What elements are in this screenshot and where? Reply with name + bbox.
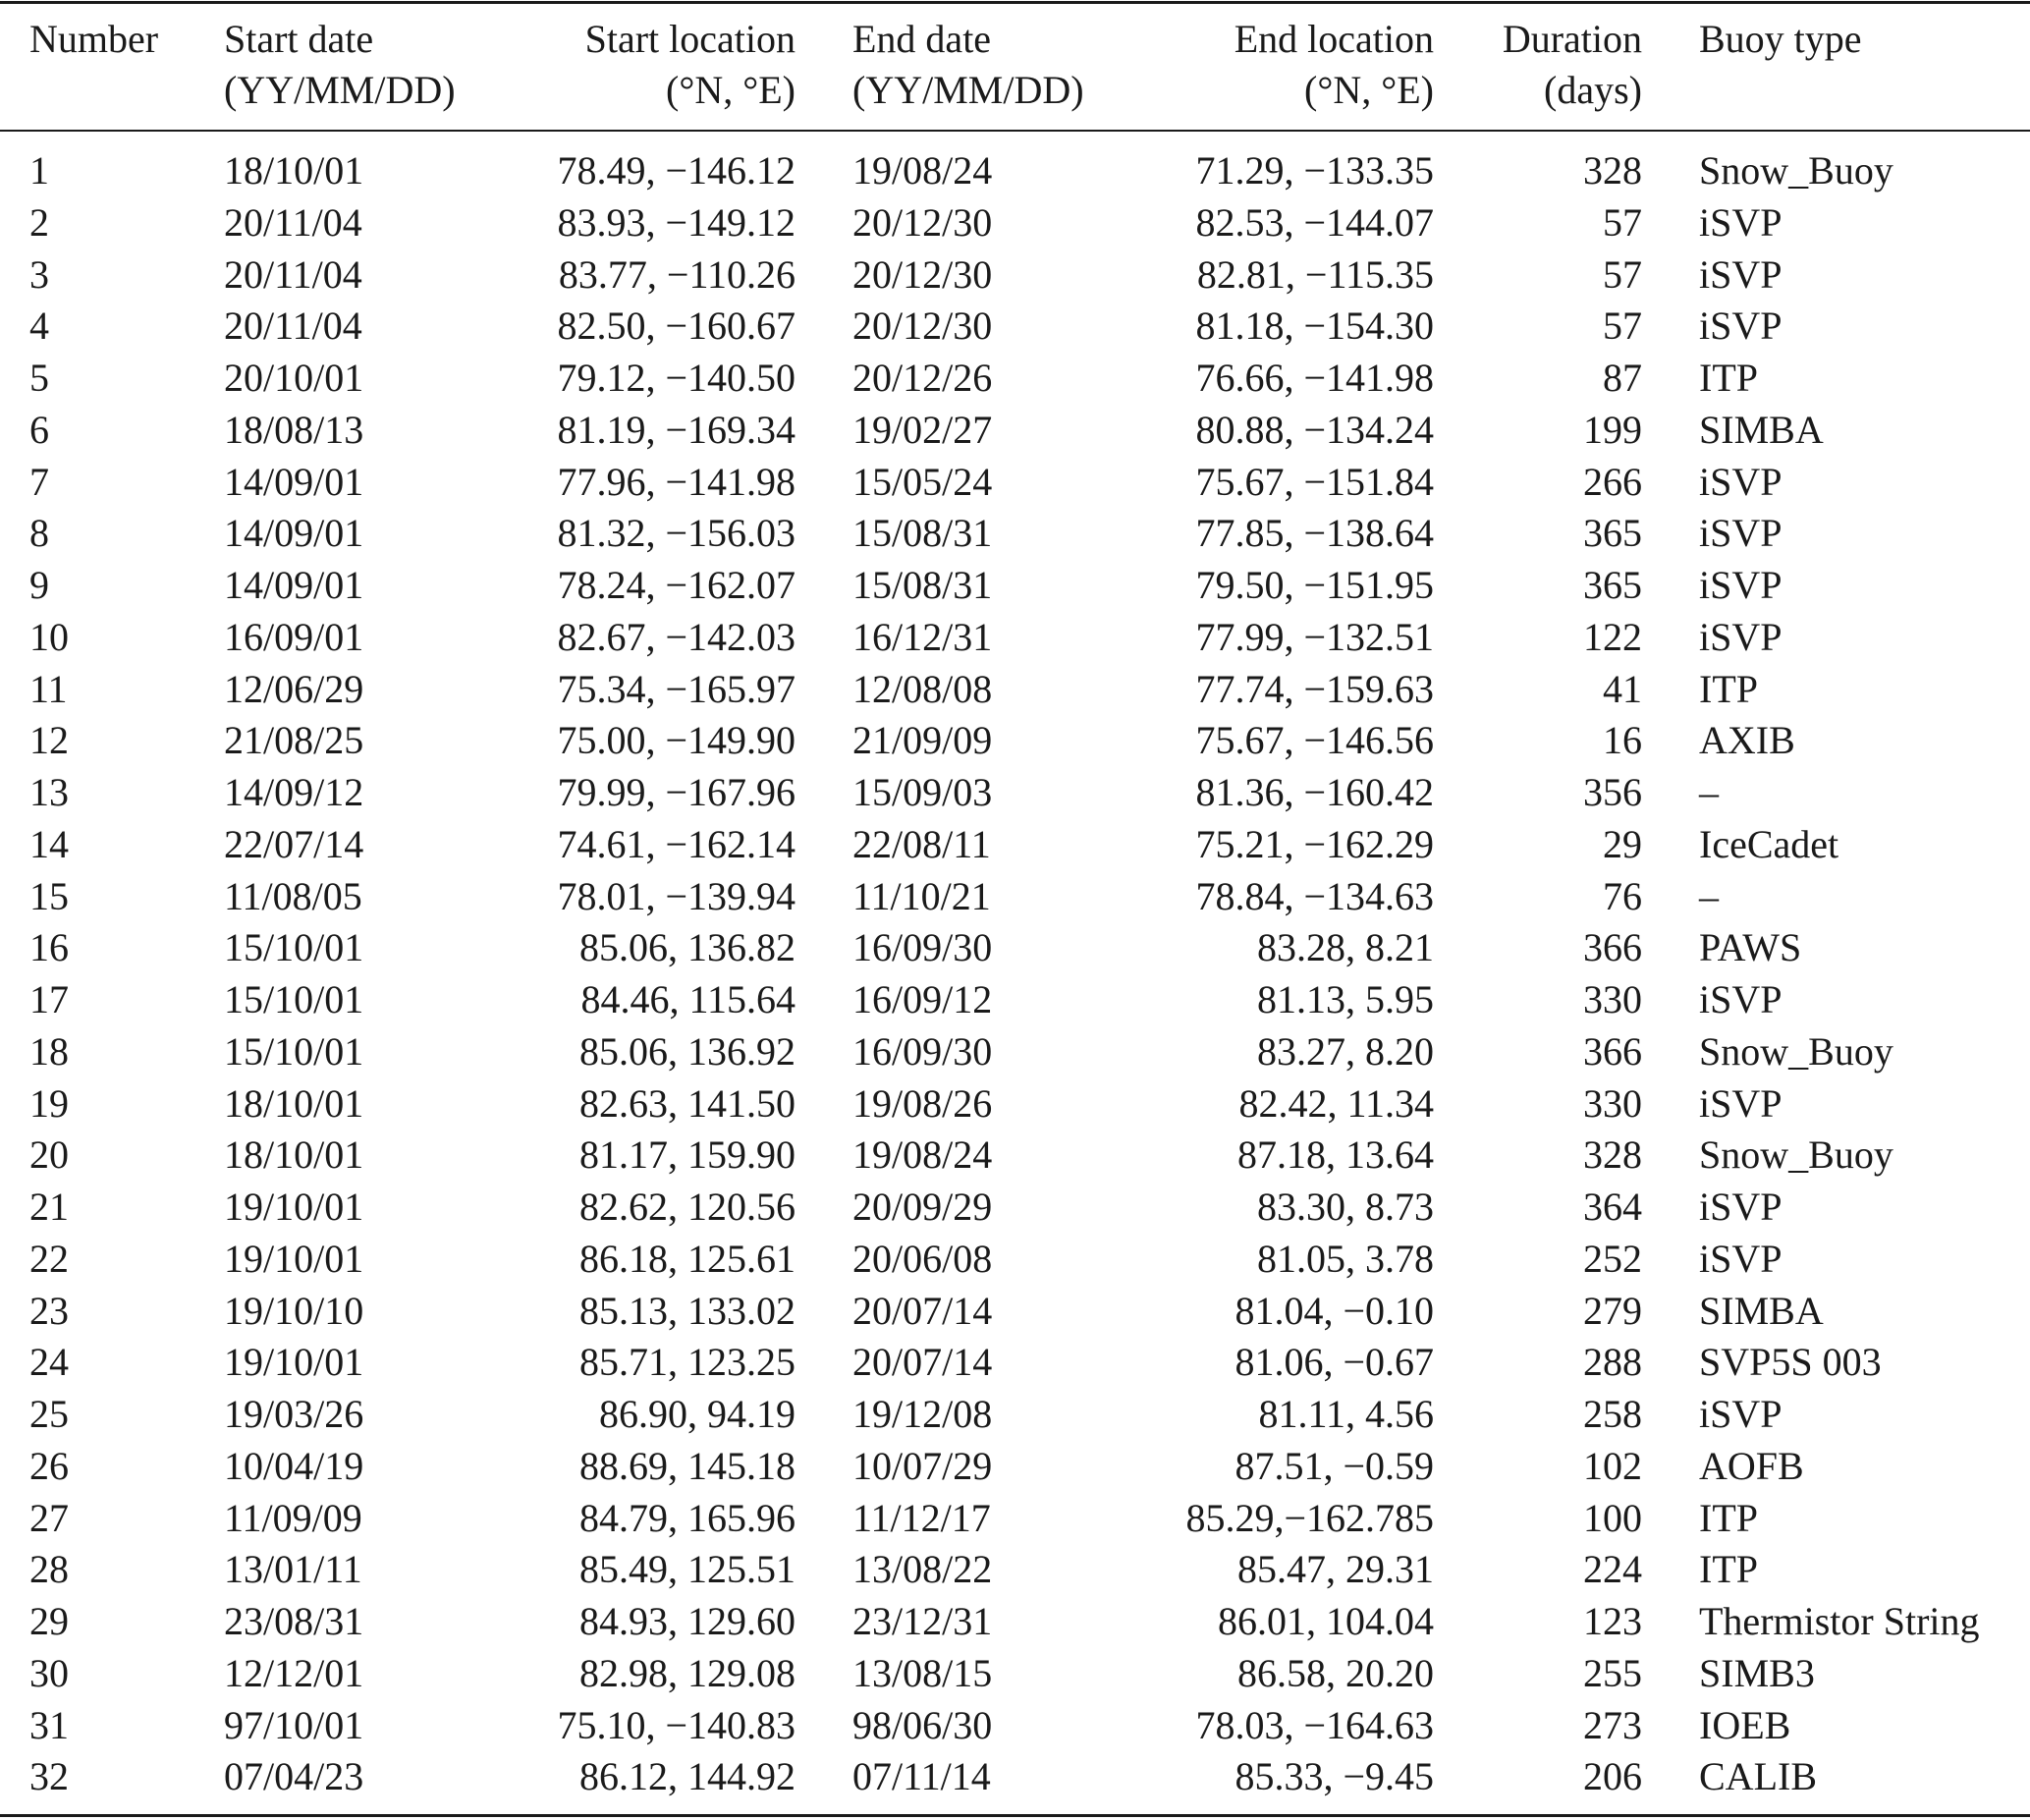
cell-start-location: 84.46, 115.64: [580, 977, 796, 1021]
cell-start-location: 79.99, −167.96: [557, 770, 796, 814]
cell-end-location: 87.18, 13.64: [1237, 1132, 1434, 1178]
cell-buoy-type: SIMBA: [1699, 1288, 1824, 1333]
cell-start-date: 14/09/01: [224, 511, 364, 556]
cell-buoy-type: PAWS: [1699, 925, 1802, 970]
cell-number: 18: [29, 1028, 69, 1074]
header-start-date-line1: Start date: [224, 17, 374, 61]
cell-end-date: 19/08/26: [852, 1080, 993, 1126]
header-end-date: [852, 14, 1084, 116]
cell-start-location: 85.06, 136.92: [579, 1028, 796, 1074]
cell-end-date: 16/09/30: [852, 925, 993, 970]
cell-duration: 199: [1583, 407, 1642, 452]
cell-buoy-type: ITP: [1699, 666, 1758, 711]
cell-end-date: 16/09/12: [852, 977, 993, 1021]
header-start-date: [224, 14, 456, 116]
cell-duration: 366: [1583, 925, 1642, 970]
cell-start-date: 18/10/01: [224, 148, 364, 193]
cell-start-date: 20/11/04: [224, 251, 362, 297]
cell-buoy-type: Snow_Buoy: [1699, 1028, 1893, 1074]
table-row: [0, 560, 2030, 612]
table-row: [0, 301, 2030, 353]
cell-duration: 365: [1583, 511, 1642, 556]
cell-end-location: 86.01, 104.04: [1218, 1599, 1434, 1643]
header-end-date-line1: End date: [852, 17, 992, 61]
cell-start-location: 79.12, −140.50: [557, 356, 796, 400]
table-row: [0, 1389, 2030, 1441]
cell-start-location: 75.34, −165.97: [557, 666, 796, 711]
header-buoy-type-line1: Buoy type: [1699, 17, 1862, 61]
cell-buoy-type: Snow_Buoy: [1699, 148, 1893, 193]
cell-duration: 266: [1583, 459, 1642, 504]
cell-start-date: 10/04/19: [224, 1443, 364, 1488]
cell-end-location: 79.50, −151.95: [1195, 563, 1434, 607]
cell-start-date: 14/09/01: [224, 563, 364, 607]
cell-end-location: 77.99, −132.51: [1195, 614, 1434, 659]
cell-buoy-type: iSVP: [1699, 563, 1783, 607]
cell-start-date: 19/10/01: [224, 1236, 364, 1281]
cell-number: 17: [29, 977, 69, 1021]
cell-end-date: 13/08/15: [852, 1650, 993, 1695]
table-row: [0, 197, 2030, 249]
cell-end-location: 81.36, −160.42: [1195, 770, 1434, 814]
cell-number: 24: [29, 1340, 69, 1385]
cell-start-date: 13/01/11: [224, 1547, 362, 1592]
cell-number: 11: [29, 666, 68, 711]
cell-duration: 328: [1583, 1132, 1642, 1178]
header-start-location: [585, 14, 796, 116]
table-row: [0, 405, 2030, 457]
cell-end-date: 20/12/30: [852, 251, 993, 297]
cell-end-date: 15/08/31: [852, 563, 993, 607]
cell-buoy-type: ITP: [1699, 1547, 1758, 1592]
cell-duration: 366: [1583, 1028, 1642, 1074]
cell-buoy-type: SIMB3: [1699, 1650, 1815, 1695]
cell-end-location: 75.67, −151.84: [1195, 459, 1434, 504]
table-row: [0, 664, 2030, 716]
cell-end-date: 19/12/08: [852, 1392, 993, 1436]
cell-end-location: 77.85, −138.64: [1195, 511, 1434, 556]
cell-end-date: 11/10/21: [852, 873, 991, 918]
cell-end-date: 15/09/03: [852, 770, 993, 814]
cell-duration: 328: [1583, 148, 1642, 193]
cell-duration: 252: [1583, 1236, 1642, 1281]
cell-buoy-type: AOFB: [1699, 1443, 1804, 1488]
cell-end-date: 16/12/31: [852, 614, 993, 659]
table-bottom-rule: [0, 1814, 2030, 1817]
cell-end-location: 81.11, 4.56: [1258, 1392, 1434, 1436]
cell-end-location: 80.88, −134.24: [1195, 407, 1434, 452]
cell-number: 26: [29, 1443, 69, 1488]
cell-number: 16: [29, 925, 69, 970]
cell-end-date: 21/09/09: [852, 718, 993, 763]
cell-number: 29: [29, 1599, 69, 1643]
table-row: [0, 612, 2030, 664]
cell-start-date: 19/10/01: [224, 1185, 364, 1229]
cell-duration: 273: [1583, 1702, 1642, 1747]
cell-number: 31: [29, 1702, 69, 1747]
cell-start-location: 82.50, −160.67: [557, 303, 796, 349]
cell-start-date: 14/09/12: [224, 770, 364, 814]
cell-start-date: 20/11/04: [224, 303, 362, 349]
cell-start-location: 86.18, 125.61: [579, 1236, 796, 1281]
cell-end-location: 75.21, −162.29: [1195, 821, 1434, 866]
table-row: [0, 1182, 2030, 1234]
cell-duration: 279: [1583, 1288, 1642, 1333]
cell-duration: 87: [1603, 356, 1642, 400]
table-row: [0, 1648, 2030, 1700]
table-row: [0, 353, 2030, 405]
table-row: [0, 922, 2030, 974]
cell-start-location: 84.93, 129.60: [579, 1599, 796, 1643]
cell-end-location: 77.74, −159.63: [1195, 666, 1434, 711]
cell-duration: 16: [1603, 718, 1642, 763]
cell-end-date: 19/08/24: [852, 148, 993, 193]
cell-end-date: 13/08/22: [852, 1547, 993, 1592]
cell-buoy-type: Snow_Buoy: [1699, 1132, 1893, 1178]
cell-buoy-type: iSVP: [1699, 1080, 1783, 1126]
header-start-date-line2: (YY/MM/DD): [224, 68, 456, 112]
cell-start-date: 07/04/23: [224, 1754, 364, 1799]
cell-end-location: 76.66, −141.98: [1195, 356, 1434, 400]
cell-start-date: 20/10/01: [224, 356, 364, 400]
cell-start-location: 78.01, −139.94: [557, 873, 796, 918]
table-row: [0, 1441, 2030, 1493]
cell-start-location: 83.77, −110.26: [558, 251, 796, 297]
cell-end-location: 75.67, −146.56: [1195, 718, 1434, 763]
cell-start-location: 81.17, 159.90: [579, 1132, 796, 1178]
cell-end-date: 20/07/14: [852, 1340, 993, 1385]
cell-buoy-type: –: [1699, 873, 1719, 918]
table-row: [0, 1130, 2030, 1182]
cell-buoy-type: iSVP: [1699, 1185, 1783, 1229]
cell-duration: 330: [1583, 1080, 1642, 1126]
cell-number: 21: [29, 1185, 69, 1229]
cell-start-location: 85.13, 133.02: [579, 1288, 796, 1333]
table-row: [0, 1700, 2030, 1752]
cell-duration: 364: [1583, 1185, 1642, 1229]
cell-start-location: 81.32, −156.03: [557, 511, 796, 556]
cell-end-date: 16/09/30: [852, 1028, 993, 1074]
cell-end-location: 82.81, −115.35: [1196, 251, 1434, 297]
cell-end-date: 12/08/08: [852, 666, 993, 711]
cell-end-location: 83.27, 8.20: [1257, 1028, 1434, 1074]
cell-start-location: 82.62, 120.56: [579, 1185, 796, 1229]
cell-start-location: 85.49, 125.51: [579, 1547, 796, 1592]
cell-buoy-type: iSVP: [1699, 459, 1783, 504]
cell-start-date: 15/10/01: [224, 977, 364, 1021]
cell-duration: 288: [1583, 1340, 1642, 1385]
cell-number: 28: [29, 1547, 69, 1592]
cell-number: 13: [29, 770, 69, 814]
cell-number: 4: [29, 303, 49, 349]
cell-end-date: 20/07/14: [852, 1288, 993, 1333]
table-row: [0, 1234, 2030, 1286]
cell-start-location: 75.10, −140.83: [557, 1702, 796, 1747]
cell-start-location: 77.96, −141.98: [557, 459, 796, 504]
cell-buoy-type: iSVP: [1699, 511, 1783, 556]
cell-start-date: 19/10/10: [224, 1288, 364, 1333]
cell-start-date: 23/08/31: [224, 1599, 364, 1643]
header-duration-line1: Duration: [1502, 17, 1642, 61]
cell-buoy-type: SVP5S 003: [1699, 1340, 1882, 1385]
cell-number: 15: [29, 873, 69, 918]
cell-end-date: 15/08/31: [852, 511, 993, 556]
cell-start-location: 85.06, 136.82: [579, 925, 796, 970]
cell-number: 20: [29, 1132, 69, 1178]
table-row: [0, 249, 2030, 302]
cell-number: 3: [29, 251, 49, 297]
cell-start-date: 14/09/01: [224, 459, 364, 504]
header-end-location: [1234, 14, 1434, 116]
cell-duration: 102: [1583, 1443, 1642, 1488]
cell-start-location: 82.63, 141.50: [579, 1080, 796, 1126]
cell-start-date: 12/06/29: [224, 666, 364, 711]
cell-end-location: 78.84, −134.63: [1195, 873, 1434, 918]
cell-buoy-type: iSVP: [1699, 977, 1783, 1021]
cell-start-date: 15/10/01: [224, 925, 364, 970]
cell-end-date: 20/09/29: [852, 1185, 993, 1229]
cell-start-location: 81.19, −169.34: [557, 407, 796, 452]
table-row: [0, 508, 2030, 560]
cell-duration: 57: [1603, 199, 1642, 245]
cell-start-date: 11/08/05: [224, 873, 362, 918]
cell-buoy-type: IceCadet: [1699, 821, 1839, 866]
table-row: [0, 1078, 2030, 1131]
cell-duration: 122: [1583, 614, 1642, 659]
cell-end-location: 81.13, 5.95: [1257, 977, 1434, 1021]
cell-number: 1: [29, 148, 49, 193]
cell-end-date: 15/05/24: [852, 459, 993, 504]
cell-start-location: 86.12, 144.92: [579, 1754, 796, 1799]
cell-number: 10: [29, 614, 69, 659]
cell-start-date: 97/10/01: [224, 1702, 364, 1747]
cell-buoy-type: –: [1699, 770, 1719, 814]
cell-number: 7: [29, 459, 49, 504]
cell-start-date: 20/11/04: [224, 199, 362, 245]
cell-number: 22: [29, 1236, 69, 1281]
cell-number: 27: [29, 1495, 69, 1540]
header-end-location-line1: End location: [1234, 17, 1434, 61]
cell-buoy-type: iSVP: [1699, 1236, 1783, 1281]
cell-duration: 100: [1583, 1495, 1642, 1540]
cell-start-date: 16/09/01: [224, 614, 364, 659]
cell-buoy-type: iSVP: [1699, 303, 1783, 349]
table-row: [0, 1596, 2030, 1648]
cell-end-date: 20/12/30: [852, 303, 993, 349]
cell-duration: 41: [1603, 666, 1642, 711]
cell-buoy-type: ITP: [1699, 356, 1758, 400]
table-row: [0, 1493, 2030, 1545]
cell-number: 23: [29, 1288, 69, 1333]
cell-end-date: 20/06/08: [852, 1236, 993, 1281]
cell-start-date: 19/10/01: [224, 1340, 364, 1385]
cell-start-date: 15/10/01: [224, 1028, 364, 1074]
cell-buoy-type: IOEB: [1699, 1702, 1791, 1747]
cell-start-date: 11/09/09: [224, 1495, 362, 1540]
header-start-location-line1: Start location: [584, 17, 796, 61]
cell-duration: 57: [1603, 303, 1642, 349]
cell-number: 2: [29, 199, 49, 245]
cell-start-date: 21/08/25: [224, 718, 364, 763]
table-top-rule: [0, 1, 2030, 4]
table-row: [0, 974, 2030, 1026]
cell-start-date: 12/12/01: [224, 1650, 364, 1695]
table-row: [0, 871, 2030, 923]
cell-end-location: 86.58, 20.20: [1237, 1650, 1434, 1695]
cell-end-location: 81.04, −0.10: [1234, 1288, 1434, 1333]
cell-end-location: 83.28, 8.21: [1257, 925, 1434, 970]
cell-buoy-type: CALIB: [1699, 1754, 1817, 1799]
cell-start-location: 78.24, −162.07: [557, 563, 796, 607]
header-duration-line2: (days): [1544, 68, 1642, 112]
header-end-date-line2: (YY/MM/DD): [852, 68, 1084, 112]
cell-start-date: 18/10/01: [224, 1132, 364, 1178]
cell-end-location: 81.18, −154.30: [1195, 303, 1434, 349]
cell-number: 6: [29, 407, 49, 452]
header-buoy-type: [1699, 14, 1862, 65]
cell-end-date: 22/08/11: [852, 821, 991, 866]
cell-end-date: 10/07/29: [852, 1443, 993, 1488]
table-row: [0, 1751, 2030, 1803]
cell-duration: 255: [1583, 1650, 1642, 1695]
cell-start-date: 22/07/14: [224, 821, 364, 866]
cell-buoy-type: AXIB: [1699, 718, 1795, 763]
cell-start-location: 82.67, −142.03: [557, 614, 796, 659]
cell-end-date: 19/02/27: [852, 407, 993, 452]
table-row: [0, 1026, 2030, 1078]
table-row: [0, 1337, 2030, 1389]
cell-start-location: 85.71, 123.25: [579, 1340, 796, 1385]
cell-end-location: 81.06, −0.67: [1234, 1340, 1434, 1385]
cell-end-date: 20/12/30: [852, 199, 993, 245]
cell-start-location: 74.61, −162.14: [557, 821, 796, 866]
cell-start-location: 83.93, −149.12: [557, 199, 796, 245]
cell-duration: 330: [1583, 977, 1642, 1021]
cell-duration: 356: [1583, 770, 1642, 814]
table-row: [0, 715, 2030, 767]
cell-buoy-type: Thermistor String: [1699, 1599, 1980, 1643]
cell-end-date: 07/11/14: [852, 1754, 991, 1799]
table-row: [0, 1544, 2030, 1596]
cell-duration: 123: [1583, 1599, 1642, 1643]
cell-start-location: 84.79, 165.96: [579, 1495, 796, 1540]
cell-end-location: 82.53, −144.07: [1195, 199, 1434, 245]
cell-end-location: 85.33, −9.45: [1234, 1754, 1434, 1799]
table-row: [0, 457, 2030, 509]
cell-duration: 365: [1583, 563, 1642, 607]
cell-start-date: 18/08/13: [224, 407, 364, 452]
cell-buoy-type: iSVP: [1699, 199, 1783, 245]
cell-end-location: 81.05, 3.78: [1257, 1236, 1434, 1281]
cell-duration: 76: [1603, 873, 1642, 918]
table-row: [0, 819, 2030, 871]
cell-start-date: 19/03/26: [224, 1392, 364, 1436]
cell-number: 32: [29, 1754, 69, 1799]
cell-buoy-type: iSVP: [1699, 251, 1783, 297]
cell-end-location: 87.51, −0.59: [1234, 1443, 1434, 1488]
cell-end-date: 23/12/31: [852, 1599, 993, 1643]
cell-number: 5: [29, 356, 49, 400]
cell-duration: 57: [1603, 251, 1642, 297]
table-row: [0, 1286, 2030, 1338]
cell-start-location: 88.69, 145.18: [579, 1443, 796, 1488]
cell-end-location: 85.47, 29.31: [1237, 1547, 1434, 1592]
cell-buoy-type: SIMBA: [1699, 407, 1824, 452]
cell-duration: 29: [1603, 821, 1642, 866]
cell-start-date: 18/10/01: [224, 1080, 364, 1126]
cell-number: 19: [29, 1080, 69, 1126]
cell-end-location: 85.29,−162.785: [1185, 1495, 1434, 1540]
cell-buoy-type: iSVP: [1699, 1392, 1783, 1436]
cell-buoy-type: iSVP: [1699, 614, 1783, 659]
cell-duration: 206: [1583, 1754, 1642, 1799]
cell-number: 8: [29, 511, 49, 556]
cell-number: 30: [29, 1650, 69, 1695]
table-header: [0, 14, 2030, 122]
cell-duration: 224: [1583, 1547, 1642, 1592]
cell-number: 9: [29, 563, 49, 607]
table-header-rule: [0, 130, 2030, 132]
cell-number: 14: [29, 821, 69, 866]
header-number: [29, 14, 158, 65]
cell-start-location: 75.00, −149.90: [557, 718, 796, 763]
cell-number: 12: [29, 718, 69, 763]
header-start-location-line2: (°N, °E): [666, 68, 796, 112]
cell-end-location: 71.29, −133.35: [1195, 148, 1434, 193]
table-row: [0, 145, 2030, 197]
cell-end-date: 98/06/30: [852, 1702, 993, 1747]
cell-start-location: 82.98, 129.08: [579, 1650, 796, 1695]
cell-buoy-type: ITP: [1699, 1495, 1758, 1540]
cell-duration: 258: [1583, 1392, 1642, 1436]
cell-start-location: 78.49, −146.12: [557, 148, 796, 193]
header-end-location-line2: (°N, °E): [1304, 68, 1434, 112]
cell-end-date: 20/12/26: [852, 356, 993, 400]
header-number-line1: Number: [29, 17, 159, 61]
cell-end-date: 19/08/24: [852, 1132, 993, 1178]
cell-start-location: 86.90, 94.19: [599, 1392, 796, 1436]
cell-number: 25: [29, 1392, 69, 1436]
cell-end-date: 11/12/17: [852, 1495, 991, 1540]
table-row: [0, 767, 2030, 819]
cell-end-location: 82.42, 11.34: [1238, 1080, 1434, 1126]
cell-end-location: 78.03, −164.63: [1195, 1702, 1434, 1747]
header-duration: [1503, 14, 1642, 116]
cell-end-location: 83.30, 8.73: [1257, 1185, 1434, 1229]
